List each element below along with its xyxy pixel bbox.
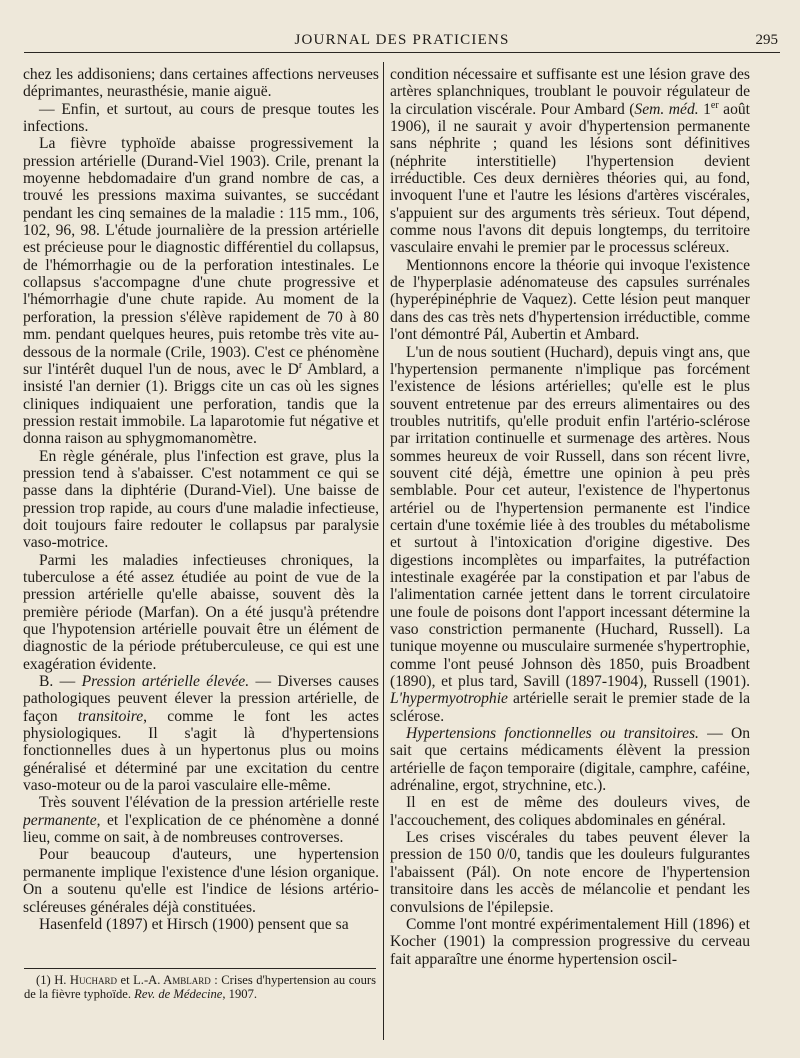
section-paragraph: B. — Pression artérielle élevée. — Diverses causes pathologiques peuvent élever la pression artérielle, de façon transitoire, comme le font les actes physiologiques. Il s'agit là d'hypertensions fonctionnelles dues à un hypertonus plus ou moins généralisé et déterminé par une excitation du centre vaso-moteur ou de la paroi vasculaire elle-même. — [23, 673, 379, 795]
page-header — [24, 30, 780, 53]
paragraph: Hasenfeld (1897) et Hirsch (1900) pensent que sa — [39, 915, 349, 933]
footnote-divider — [24, 968, 376, 969]
paragraph: chez les addisoniens; dans certaines affections nerveuses déprimantes, neurasthésie, manie aiguë. — [23, 66, 379, 101]
page-number: 295 — [755, 32, 778, 48]
paragraph: Les crises viscérales du tabes peuvent élever la pression de 150 0/0, tandis que les douleurs fulgurantes l'abaissent (Pál). On note encore de l'hypertension transitoire dans les accès de mélancolie et pendant les convulsions de l'épilepsie. — [390, 829, 750, 916]
section-heading: Pression artérielle élevée. — [81, 673, 250, 691]
section-heading: Hypertensions fonctionnelles ou transitoires. — [406, 725, 699, 743]
footnote: (1) H. Huchard et L.-A. Amblard : Crises d'hypertension au cours de la fièvre typhoïde. Rev. de Médecine, 1907. — [24, 973, 376, 1001]
paragraph: Pour beaucoup d'auteurs, une hypertension permanente implique l'existence d'une lésion organique. On a soutenu qu'elle est l'indice de lésions artério-scléreuses générales déjà constituées. — [23, 846, 379, 916]
journal-title: JOURNAL DES PRATICIENS — [294, 32, 510, 48]
paragraph: Parmi les maladies infectieuses chroniques, la tuberculose a été assez étudiée au point de vue de la pression artérielle qu'elle abaisse, souvent dès la première période (Marfan). On a été jusqu'à prétendre que l'hypotension artérielle pouvait être un élément de diagnostic de la période prétuberculeuse, ce qui est une exagération évidente. — [23, 551, 379, 673]
paragraph: Il en est de même des douleurs vives, de l'accouchement, des coliques abdominales en général. — [390, 794, 750, 829]
left-column — [23, 66, 379, 966]
paragraph: — Enfin, et surtout, au cours de presque toutes les infections. — [23, 100, 379, 136]
paragraph: L'un de nous soutient (Huchard), depuis vingt ans, que l'hypertension permanente n'implique pas forcément l'existence de lésions artérielles; qu'elle est le plus souvent entretenue par des erreurs alimentaires ou des troubles nutritifs, qu'elle produit enfin l'artério-sclérose par irritation continuelle et surmenage des artères. Nous sommes heureux de voir Russell, dans son récent livre, souvent cité déjà, émettre une opinion à peu près semblable. Pour cet auteur, l'existence de l'hypertonus artériel ou de l'hypertension permanente est l'indice certain d'une toxémie liée à des troubles du métabolisme et surtout à l'intoxication d'origine digestive. Des digestions incomplètes ou imparfaites, la putréfaction intestinale exagérée par la constipation et par l'abus de l'alimentation carnée jettent dans le torrent circulatoire une foule de poisons dont l'apport incessant détermine la vaso constriction permanente (Huchard, Russell). La tunique moyenne ou musculaire surmenée s'hypertrophie, comme l'ont peusé Johnson dès 1850, puis Broadbent (1890), et plus tard, Savill (1897-1904), Russell (1901). L'hypermyotrophie artérielle serait le premier stade de la sclérose. — [390, 343, 750, 725]
paragraph: La fièvre typhoïde abaisse progressivement la pression artérielle (Durand-Viel 1903). Crile, prenant la moyenne hebdomadaire d'un grand nombre de cas, a trouvé les pressions maxima suivantes, se succédant pendant les cinq semaines de la maladie : 115 mm., 106, 102, 96, 98. L'étude journalière de la pression artérielle est précieuse pour le diagnostic différentiel du collapsus, de l'hémorrhagie ou de la perforation intestinales. Le collapsus s'accompagne d'une chute progressive et l'hémorrhagie d'une chute rapide. Au moment de la perforation, la pression s'élève rapidement de 70 à 80 mm. pendant quelques heures, puis retombe très vite au-dessous de la normale (Crile, 1903). C'est ce phénomène sur l'intérêt duquel l'un de nous, avec le $D^r$ Amblard, a insisté l'an dernier (1). Briggs cite un cas où les signes cliniques indiquaient une perforation, tandis que la pression restait immobile. La laparotomie fut négative et donna raison au sphygmomanomètre. — [23, 135, 379, 448]
paragraph: Mentionnons encore la théorie qui invoque l'existence de l'hyperplasie adénomateuse des capsules surrénales (hyperépinéphrie de Vaquez). Cette lésion peut manquer dans des cas très nets d'hypertension irréductible, comme l'ont démontré Pál, Aubertin et Ambard. — [390, 256, 750, 344]
paragraph: Comme l'ont montré expérimentalement Hill (1896) et Kocher (1901) la compression progressive du cerveau fait apparaître une énorme hypertension oscil- — [390, 915, 750, 968]
paragraph: Très souvent l'élévation de la pression artérielle reste permanente, et l'explication de ce phénomène a donné lieu, comme on sait, à de nombreuses controverses. — [23, 794, 379, 847]
superscript: r — [298, 359, 303, 371]
right-column — [390, 66, 750, 1051]
paragraph: En règle générale, plus l'infection est grave, plus la pression tend à s'abaisser. C'est notamment ce qui se passe dans la diphtérie (Durand-Viel). Une baisse de pression trop rapide, au cours d'une maladie infectieuse, doit toujours faire redouter le collapsus par paralysie vaso-motrice. — [23, 447, 379, 552]
superscript: er — [710, 99, 719, 111]
column-divider — [383, 62, 384, 1040]
section-paragraph: Hypertensions fonctionnelles ou transitoires. — On sait que certains médicaments élèvent la pression artérielle de façon temporaire (digitale, camphre, caféine, adrénaline, ergot, strychnine, etc.). — [390, 725, 750, 795]
paragraph: condition nécessaire et suffisante est une lésion grave des artères splanchniques, troublant le pouvoir régulateur de la circulation viscérale. Pour Ambard (Sem. méd. 1er août 1906), il ne saurait y avoir d'hypertension permanente sans néphrite ; quand les lésions sont définitives (néphrite interstitielle) l'hypertension devient irréductible. Ces deux dernières théories qui, au fond, invoquent l'une et l'autre les lésions d'artères viscérales, s'appuient sur des arguments très sérieux. Tout dépend, comme nous l'avons dit depuis longtemps, du territoire vasculaire envahi le premier par le processus scléreux. — [390, 66, 750, 257]
